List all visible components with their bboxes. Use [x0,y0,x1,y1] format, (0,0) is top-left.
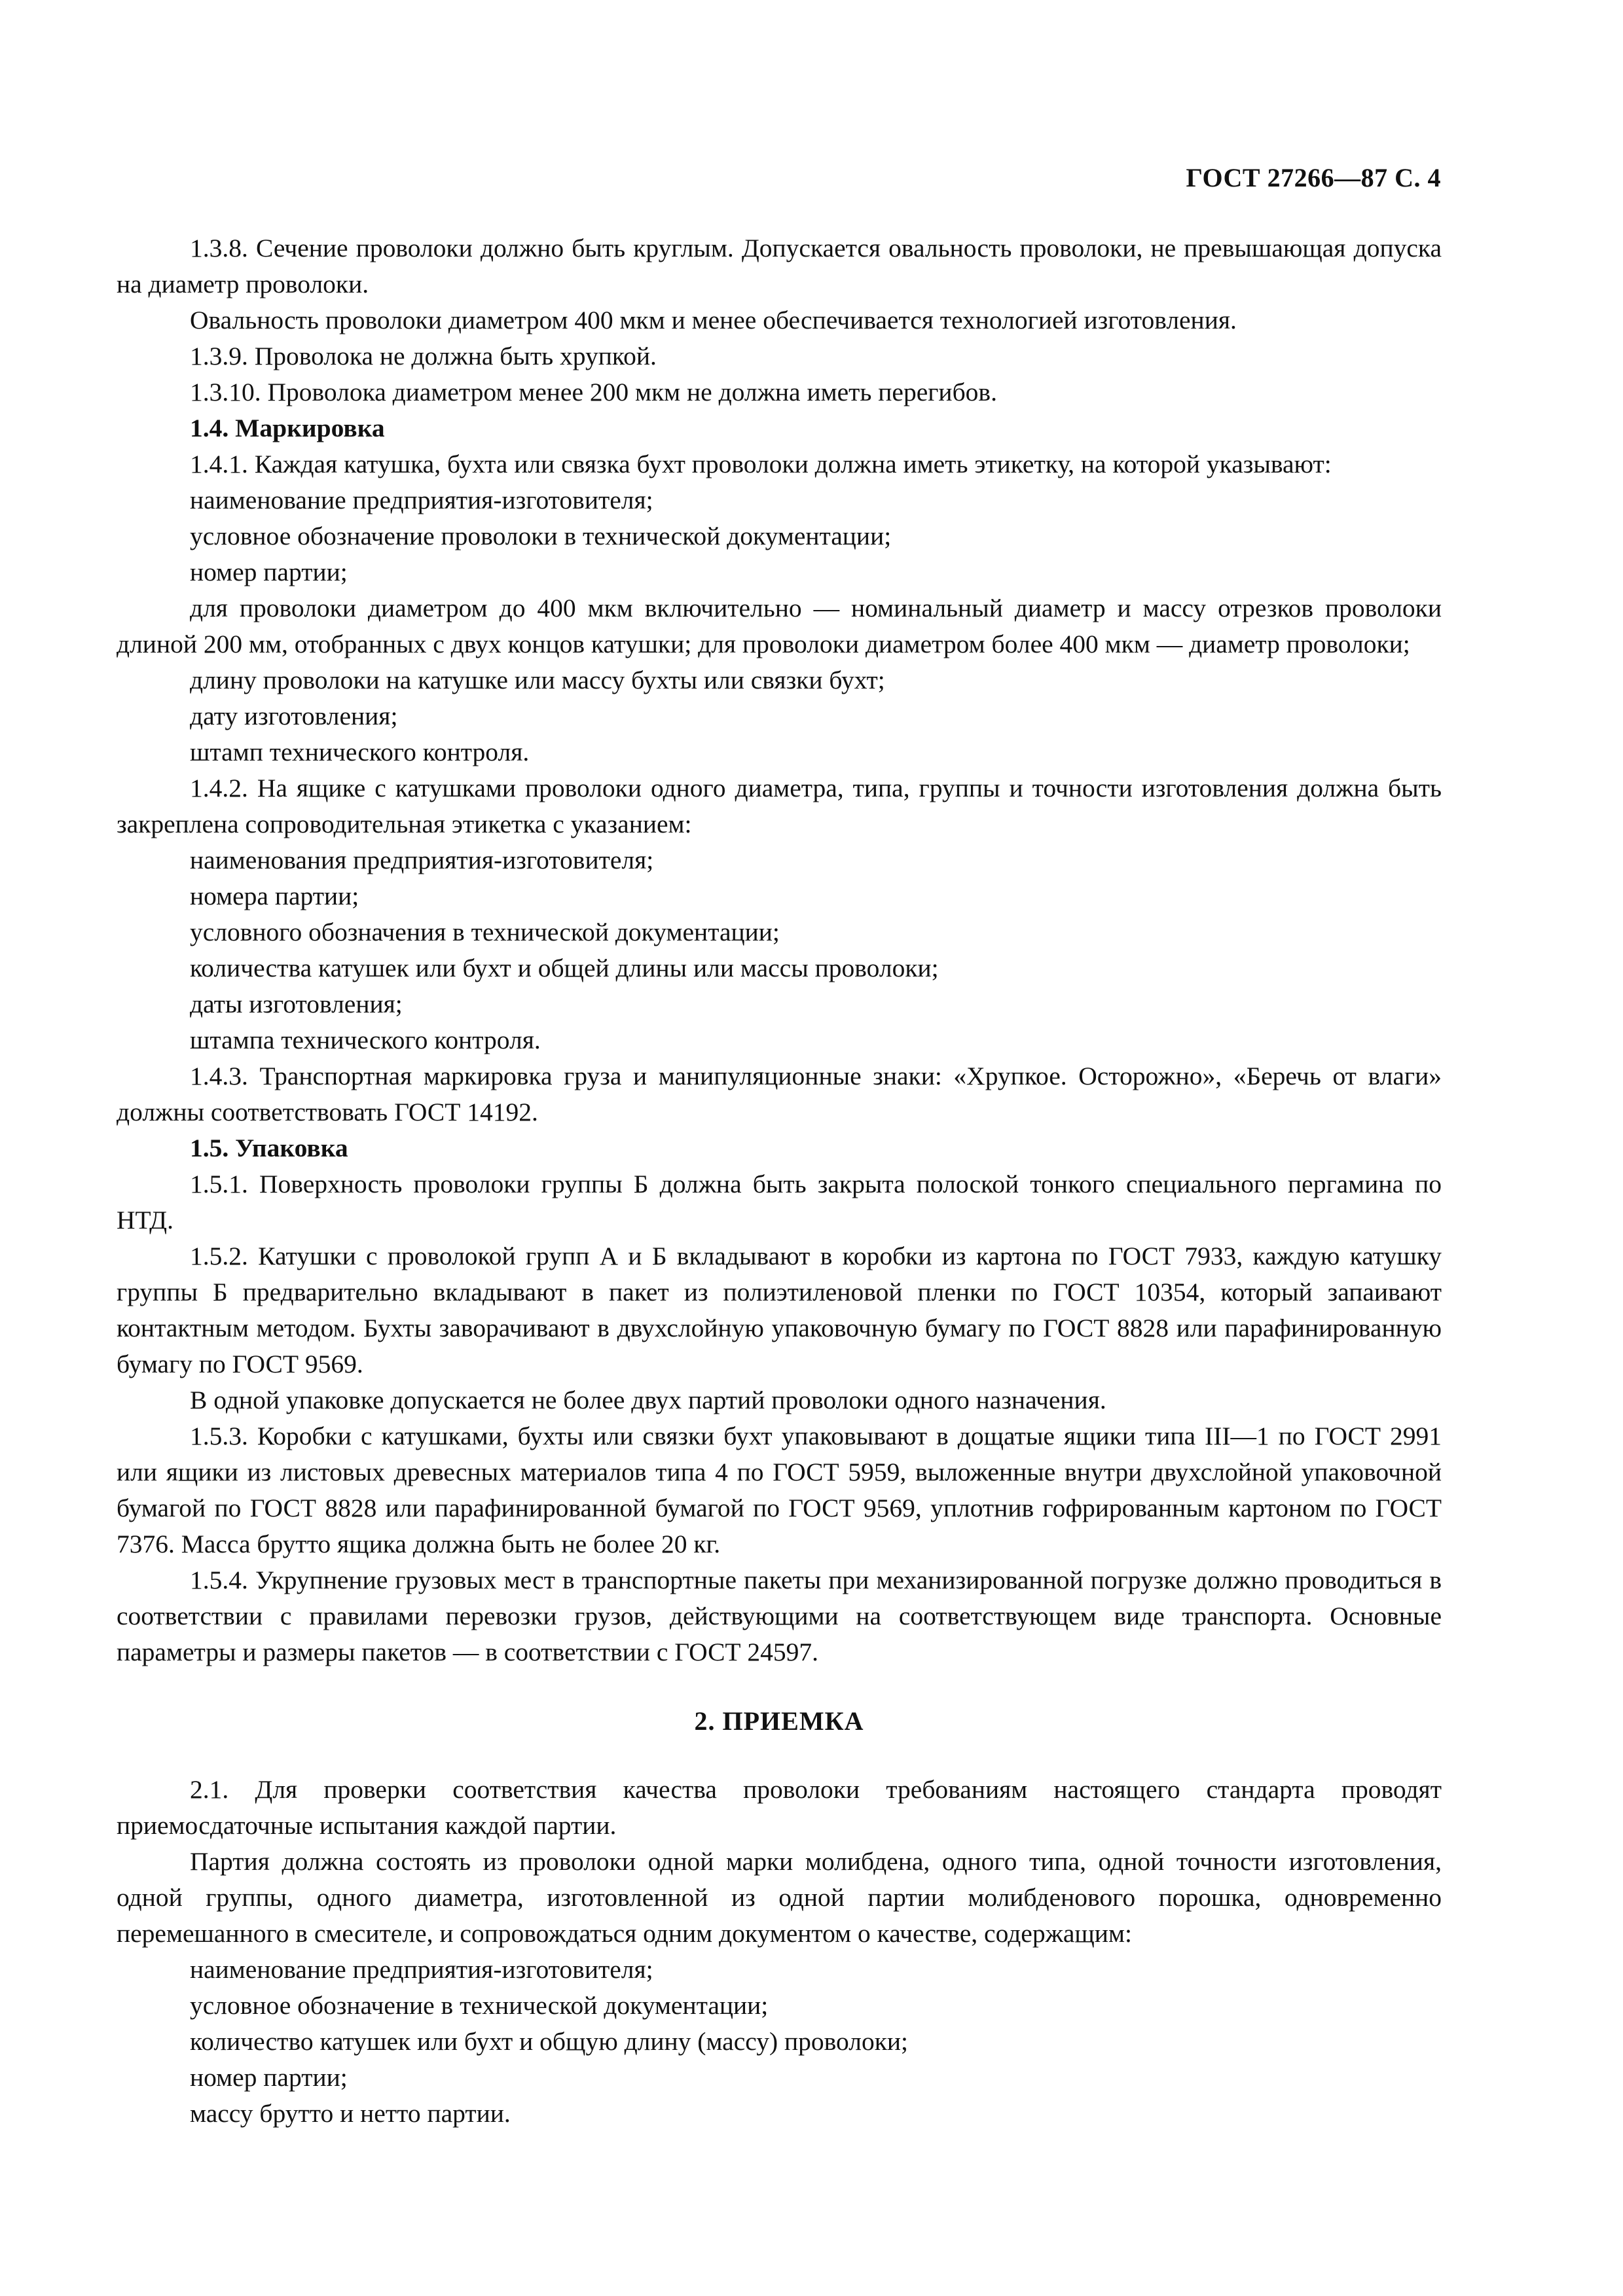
list-item: количество катушек или бухт и общую длину (массу) проволоки; [190,2027,909,2056]
paragraph: 1.5.4. Укрупнение грузовых мест в транспортные пакеты при механизированной погрузке должно проводиться в соответствии с правилами перевозки грузов, действующими на соответствующем виде транспорта. Основные параметры и размеры пакетов — в соответствии с ГОСТ 24597. [117,1566,1442,1666]
paragraph: Партия должна состоять из проволоки одной марки молибдена, одного типа, одной точности изготовления, одной группы, одного диаметра, изготовленной из одной партии молибденового порошка, одновременно перемешанного в смесителе, и сопровождаться одним документом о качестве, содержащим: [117,1847,1442,1948]
list-item: условное обозначение в технической документации; [190,1991,769,2020]
paragraph: 1.5.3. Коробки с катушками, бухты или связки бухт упаковывают в дощатые ящики типа III—1 по ГОСТ 2991 или ящики из листовых древесных материалов типа 4 по ГОСТ 5959, выложенные внутри двухслойной упаковочной бумагой по ГОСТ 8828 или парафинированной бумагой по ГОСТ 9569, уплотнив гофрированным картоном по ГОСТ 7376. Масса брутто ящика должна быть не более 20 кг. [117,1422,1442,1558]
list-item: номер партии; [190,558,348,586]
paragraph: 1.4.2. На ящике с катушками проволоки одного диаметра, типа, группы и точности изготовления должна быть закреплена сопроводительная этикетка с указанием: [117,774,1442,838]
paragraph: 1.3.8. Сечение проволоки должно быть круглым. Допускается овальность проволоки, не превышающая допуска на диаметр проволоки. [117,234,1442,298]
subsection-heading: 1.5. Упаковка [190,1134,348,1162]
paragraph: 1.3.10. Проволока диаметром менее 200 мкм не должна иметь перегибов. [190,378,997,406]
paragraph: В одной упаковке допускается не более двух партий проволоки одного назначения. [190,1386,1106,1414]
list-item: номер партии; [190,2063,348,2092]
list-item: наименование предприятия-изготовителя; [190,486,653,514]
list-item: штамп технического контроля. [190,738,530,766]
paragraph: 1.5.2. Катушки с проволокой групп А и Б вкладывают в коробки из картона по ГОСТ 7933, каждую катушку группы Б предварительно вкладывают в пакет из полиэтиленовой пленки по ГОСТ 10354, который запаивают контактным методом. Бухты заворачивают в двухслойную упаковочную бумагу по ГОСТ 8828 или парафинированную бумагу по ГОСТ 9569. [117,1242,1442,1378]
list-item: количества катушек или бухт и общей длины или массы проволоки; [190,954,939,982]
paragraph: Овальность проволоки диаметром 400 мкм и менее обеспечивается технологией изготовления. [190,306,1237,334]
list-item: номера партии; [190,882,359,910]
list-item: дату изготовления; [190,702,398,730]
paragraph: для проволоки диаметром до 400 мкм включительно — номинальный диаметр и массу отрезков проволоки длиной 200 мм, отобранных с двух концов катушки; для проволоки диаметром более 400 мкм — диаметр проволоки; [117,594,1442,658]
page-header: ГОСТ 27266—87 С. 4 [1186,163,1441,192]
list-item: штампа технического контроля. [190,1026,541,1054]
section-heading: 2. ПРИЕМКА [694,1706,864,1736]
list-item: наименования предприятия-изготовителя; [190,846,654,874]
paragraph: 1.4.1. Каждая катушка, бухта или связка бухт проволоки должна иметь этикетку, на которой указывают: [190,450,1332,478]
paragraph: 1.4.3. Транспортная маркировка груза и манипуляционные знаки: «Хрупкое. Осторожно», «Беречь от влаги» должны соответствовать ГОСТ 14192. [117,1062,1442,1126]
paragraph: 1.3.9. Проволока не должна быть хрупкой. [190,342,657,370]
list-item: длину проволоки на катушке или массу бухты или связки бухт; [190,666,885,694]
list-item: даты изготовления; [190,990,403,1018]
document-body [117,230,1442,2132]
paragraph: 1.5.1. Поверхность проволоки группы Б должна быть закрыта полоской тонкого специального пергамина по НТД. [117,1170,1442,1234]
list-item: наименование предприятия-изготовителя; [190,1955,653,1984]
subsection-heading: 1.4. Маркировка [190,414,385,442]
list-item: условное обозначение проволоки в технической документации; [190,522,892,550]
list-item: массу брутто и нетто партии. [190,2099,511,2128]
paragraph: 2.1. Для проверки соответствия качества проволоки требованиям настоящего стандарта проводят приемосдаточные испытания каждой партии. [117,1775,1442,1840]
list-item: условного обозначения в технической документации; [190,918,780,946]
